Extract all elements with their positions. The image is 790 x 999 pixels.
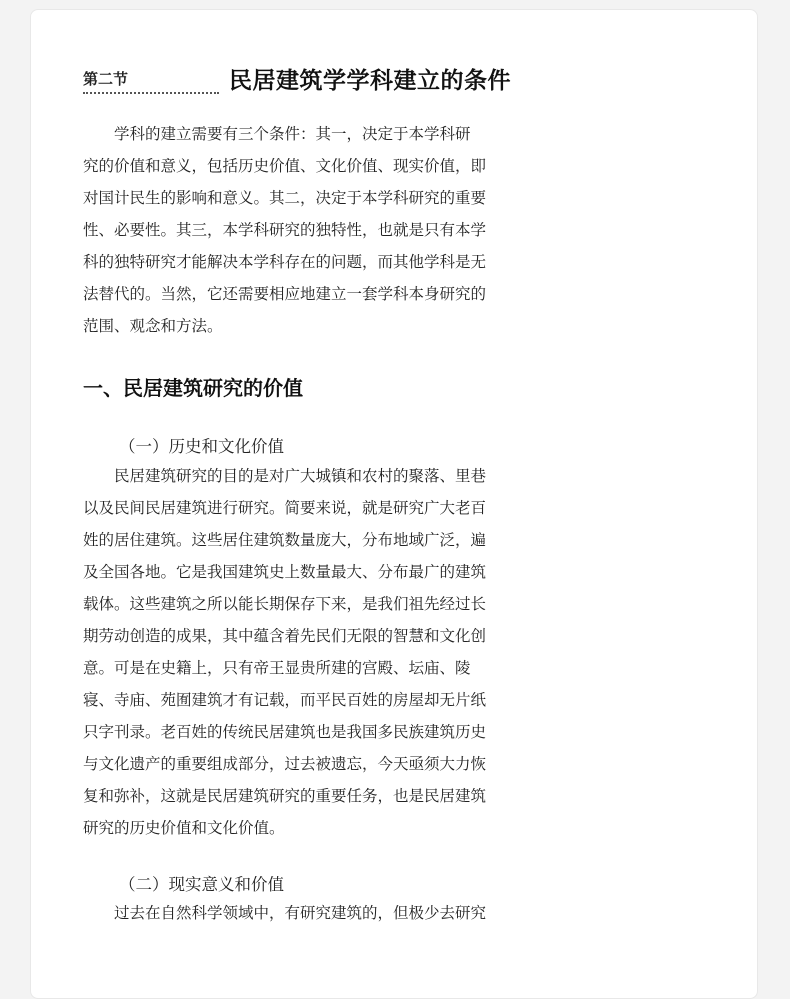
intro-paragraph	[83, 118, 543, 342]
section-label: 第二节	[83, 70, 129, 88]
text-line: 学科的建立需要有三个条件：其一，决定于本学科研	[114, 125, 471, 143]
heading-level-2: （一）历史和文化价值	[119, 437, 284, 456]
reality-paragraph	[83, 897, 543, 929]
text-line: 及全国各地。它是我国建筑史上数量最大、分布最广的建筑	[83, 563, 487, 581]
text-line: 复和弥补，这就是民居建筑研究的重要任务，也是民居建筑	[83, 787, 487, 805]
history-paragraph	[83, 460, 543, 844]
heading-level-1: 一、民居建筑研究的价值	[83, 376, 303, 400]
text-line: 载体。这些建筑之所以能长期保存下来，是我们祖先经过长	[83, 595, 487, 613]
text-line: 法替代的。当然，它还需要相应地建立一套学科本身研究的	[83, 285, 487, 303]
text-line: 意。可是在史籍上，只有帝王显贵所建的宫殿、坛庙、陵	[83, 659, 471, 677]
text-line: 究的价值和意义，包括历史价值、文化价值、现实价值，即	[83, 157, 487, 175]
text-line: 范围、观念和方法。	[83, 317, 223, 335]
text-line: 只字刊录。老百姓的传统民居建筑也是我国多民族建筑历史	[83, 723, 487, 741]
text-line: 民居建筑研究的目的是对广大城镇和农村的聚落、里巷	[114, 467, 487, 485]
text-line: 过去在自然科学领域中，有研究建筑的，但极少去研究	[114, 904, 487, 922]
page	[30, 9, 758, 999]
text-line: 以及民间民居建筑进行研究。简要来说，就是研究广大老百	[83, 499, 487, 517]
text-line: 姓的居住建筑。这些居住建筑数量庞大，分布地域广泛，遍	[83, 531, 487, 549]
heading-level-2: （二）现实意义和价值	[119, 875, 284, 894]
section-header	[83, 62, 543, 98]
section-title: 民居建筑学学科建立的条件	[229, 67, 511, 94]
text-line: 科的独特研究才能解决本学科存在的问题，而其他学科是无	[83, 253, 487, 271]
text-line: 研究的历史价值和文化价值。	[83, 819, 285, 837]
text-line: 寝、寺庙、苑囿建筑才有记载，而平民百姓的房屋却无片纸	[83, 691, 487, 709]
dotted-leader	[83, 92, 219, 94]
text-line: 与文化遗产的重要组成部分，过去被遗忘，今天亟须大力恢	[83, 755, 487, 773]
text-line: 期劳动创造的成果，其中蕴含着先民们无限的智慧和文化创	[83, 627, 487, 645]
text-line: 对国计民生的影响和意义。其二，决定于本学科研究的重要	[83, 189, 487, 207]
text-line: 性、必要性。其三，本学科研究的独特性，也就是只有本学	[83, 221, 487, 239]
